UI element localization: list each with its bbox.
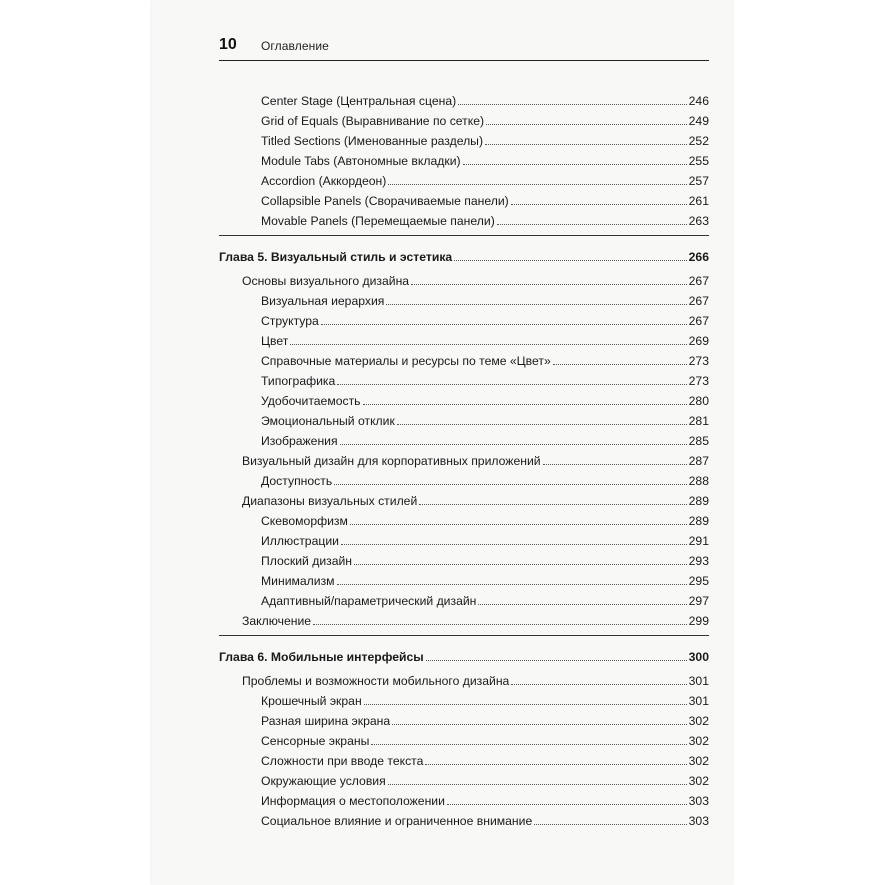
- toc-entry-label: Диапазоны визуальных стилей: [242, 494, 418, 508]
- toc-entry-page: 301: [688, 674, 709, 688]
- toc-entry: [219, 268, 709, 288]
- toc-entry: [219, 728, 709, 748]
- toc-entry: [219, 528, 709, 548]
- toc-entry-label: Эмоциональный отклик: [261, 414, 395, 428]
- dot-leader: [478, 604, 686, 605]
- dot-leader: [458, 104, 686, 105]
- toc-chapter-5: [219, 244, 709, 264]
- toc-entry: [219, 388, 709, 408]
- toc-entry-label: Grid of Equals (Выравнивание по сетке): [261, 114, 485, 128]
- dot-leader: [313, 624, 687, 625]
- toc-entry: [219, 608, 709, 628]
- toc-entry-page: 302: [688, 734, 709, 748]
- toc-entry: [219, 328, 709, 348]
- dot-leader: [425, 764, 686, 765]
- toc-entry-page: 263: [688, 214, 709, 228]
- toc-entry-label: Визуальный дизайн для корпоративных приложений: [242, 454, 541, 468]
- dot-leader: [497, 224, 687, 225]
- chapter-page: 300: [688, 650, 709, 664]
- toc-entry-page: 255: [688, 154, 709, 168]
- toc-entry: [219, 508, 709, 528]
- toc-entry-label: Информация о местоположении: [261, 794, 445, 808]
- chapter-divider: [219, 235, 709, 236]
- toc-entry-label: Цвет: [261, 334, 289, 348]
- toc-entry: [219, 688, 709, 708]
- toc-entry-page: 293: [688, 554, 709, 568]
- toc-entry-label: Типографика: [261, 374, 336, 388]
- dot-leader: [543, 464, 687, 465]
- dot-leader: [386, 304, 686, 305]
- toc-entry: [219, 588, 709, 608]
- toc-entry-label: Скевоморфизм: [261, 514, 348, 528]
- dot-leader: [397, 424, 687, 425]
- toc-entry-page: 303: [688, 794, 709, 808]
- page-number: 10: [219, 36, 237, 53]
- toc-entry-label: Accordion (Аккордеон): [261, 174, 387, 188]
- toc-entry-page: 269: [688, 334, 709, 348]
- dot-leader: [486, 124, 687, 125]
- toc-entry-page: 287: [688, 454, 709, 468]
- toc-entry-label: Изображения: [261, 434, 338, 448]
- dot-leader: [341, 544, 687, 545]
- toc-entry-page: 297: [688, 594, 709, 608]
- dot-leader: [511, 684, 686, 685]
- toc-entry-page: 273: [688, 374, 709, 388]
- dot-leader: [340, 444, 687, 445]
- toc-entry-label: Минимализм: [261, 574, 335, 588]
- toc-entry-page: 302: [688, 714, 709, 728]
- toc-entry-page: 285: [688, 434, 709, 448]
- dot-leader: [463, 164, 687, 165]
- toc-entry-label: Заключение: [242, 614, 312, 628]
- toc-entry: [219, 168, 709, 188]
- toc-entry: [219, 788, 709, 808]
- toc-entry: [219, 88, 709, 108]
- toc-entry-label: Окружающие условия: [261, 774, 386, 788]
- toc-entry-page: 295: [688, 574, 709, 588]
- toc-entry-label: Movable Panels (Перемещаемые панели): [261, 214, 495, 228]
- dot-leader: [388, 184, 686, 185]
- toc-entry-page: 267: [688, 294, 709, 308]
- dot-leader: [511, 204, 687, 205]
- toc-entry-page: 252: [688, 134, 709, 148]
- toc-entry-label: Структура: [261, 314, 319, 328]
- toc-entry: [219, 288, 709, 308]
- toc-entry-label: Удобочитаемость: [261, 394, 361, 408]
- toc-entry-label: Проблемы и возможности мобильного дизайна: [242, 674, 510, 688]
- toc-entry: [219, 668, 709, 688]
- dot-leader: [363, 404, 687, 405]
- toc-entry-page: 273: [688, 354, 709, 368]
- toc-entry: [219, 308, 709, 328]
- toc-entry: [219, 768, 709, 788]
- toc-entry-label: Крошечный экран: [261, 694, 362, 708]
- running-title: Оглавление: [261, 39, 329, 53]
- toc-entry-label: Доступность: [261, 474, 333, 488]
- toc-chapter-6: [219, 644, 709, 664]
- toc-entry-page: 302: [688, 754, 709, 768]
- toc-entry-label: Адаптивный/параметрический дизайн: [261, 594, 477, 608]
- toc-entry-page: 291: [688, 534, 709, 548]
- dot-leader: [447, 804, 687, 805]
- toc-entry-page: 289: [688, 494, 709, 508]
- toc-entry-label: Плоский дизайн: [261, 554, 353, 568]
- toc-entry: [219, 428, 709, 448]
- dot-leader: [354, 564, 687, 565]
- toc-entry: [219, 148, 709, 168]
- toc-entry: [219, 548, 709, 568]
- toc-entry-label: Сенсорные экраны: [261, 734, 370, 748]
- dot-leader: [534, 824, 686, 825]
- toc-entry: [219, 488, 709, 508]
- dot-leader: [337, 384, 686, 385]
- chapter-title: Глава 6. Мобильные интерфейсы: [219, 650, 424, 664]
- toc-entry-label: Справочные материалы и ресурсы по теме «Цвет»: [261, 354, 551, 368]
- toc-entry: [219, 128, 709, 148]
- dot-leader: [321, 324, 687, 325]
- toc-entry: [219, 188, 709, 208]
- toc-entry: [219, 568, 709, 588]
- toc-entry: [219, 448, 709, 468]
- dot-leader: [426, 660, 687, 661]
- dot-leader: [290, 344, 686, 345]
- toc-entry-page: 302: [688, 774, 709, 788]
- chapter-title: Глава 5. Визуальный стиль и эстетика: [219, 250, 453, 264]
- toc-entry-page: 249: [688, 114, 709, 128]
- toc-entry-page: 299: [688, 614, 709, 628]
- dot-leader: [419, 504, 686, 505]
- dot-leader: [364, 704, 687, 705]
- toc-entry-page: 261: [688, 194, 709, 208]
- toc-entry: [219, 808, 709, 828]
- toc-entry-page: 257: [688, 174, 709, 188]
- toc-entry-label: Center Stage (Центральная сцена): [261, 94, 457, 108]
- dot-leader: [485, 144, 687, 145]
- toc-entry: [219, 108, 709, 128]
- toc-entry-page: 267: [688, 314, 709, 328]
- toc-entry-page: 289: [688, 514, 709, 528]
- toc-entry: [219, 208, 709, 228]
- toc-entry-page: 288: [688, 474, 709, 488]
- dot-leader: [392, 724, 687, 725]
- dot-leader: [553, 364, 687, 365]
- dot-leader: [371, 744, 686, 745]
- toc-entry-page: 281: [688, 414, 709, 428]
- toc-entry-page: 280: [688, 394, 709, 408]
- toc-entry-page: 301: [688, 694, 709, 708]
- dot-leader: [337, 584, 687, 585]
- dot-leader: [411, 284, 687, 285]
- dot-leader: [350, 524, 687, 525]
- chapter-page: 266: [688, 250, 709, 264]
- book-page: [152, 0, 732, 885]
- toc-entry-label: Titled Sections (Именованные разделы): [261, 134, 484, 148]
- toc-entry-label: Основы визуального дизайна: [242, 274, 410, 288]
- toc-entry: [219, 348, 709, 368]
- toc-entry: [219, 748, 709, 768]
- chapter-divider: [219, 635, 709, 636]
- dot-leader: [454, 260, 686, 261]
- toc-entry-label: Социальное влияние и ограниченное внимание: [261, 814, 533, 828]
- toc-entry-label: Визуальная иерархия: [261, 294, 385, 308]
- toc-entry-label: Иллюстрации: [261, 534, 339, 548]
- toc-entry: [219, 408, 709, 428]
- toc-entry-page: 246: [688, 94, 709, 108]
- toc-entry-label: Collapsible Panels (Сворачиваемые панели): [261, 194, 509, 208]
- toc-entry-page: 267: [688, 274, 709, 288]
- toc-entry-label: Module Tabs (Автономные вкладки): [261, 154, 461, 168]
- toc-entry: [219, 708, 709, 728]
- toc-entry-label: Разная ширина экрана: [261, 714, 391, 728]
- toc-entry-label: Сложности при вводе текста: [261, 754, 424, 768]
- dot-leader: [388, 784, 687, 785]
- dot-leader: [334, 484, 686, 485]
- toc-entry: [219, 468, 709, 488]
- toc-entry-page: 303: [688, 814, 709, 828]
- toc-entry: [219, 368, 709, 388]
- page-header: [219, 34, 709, 61]
